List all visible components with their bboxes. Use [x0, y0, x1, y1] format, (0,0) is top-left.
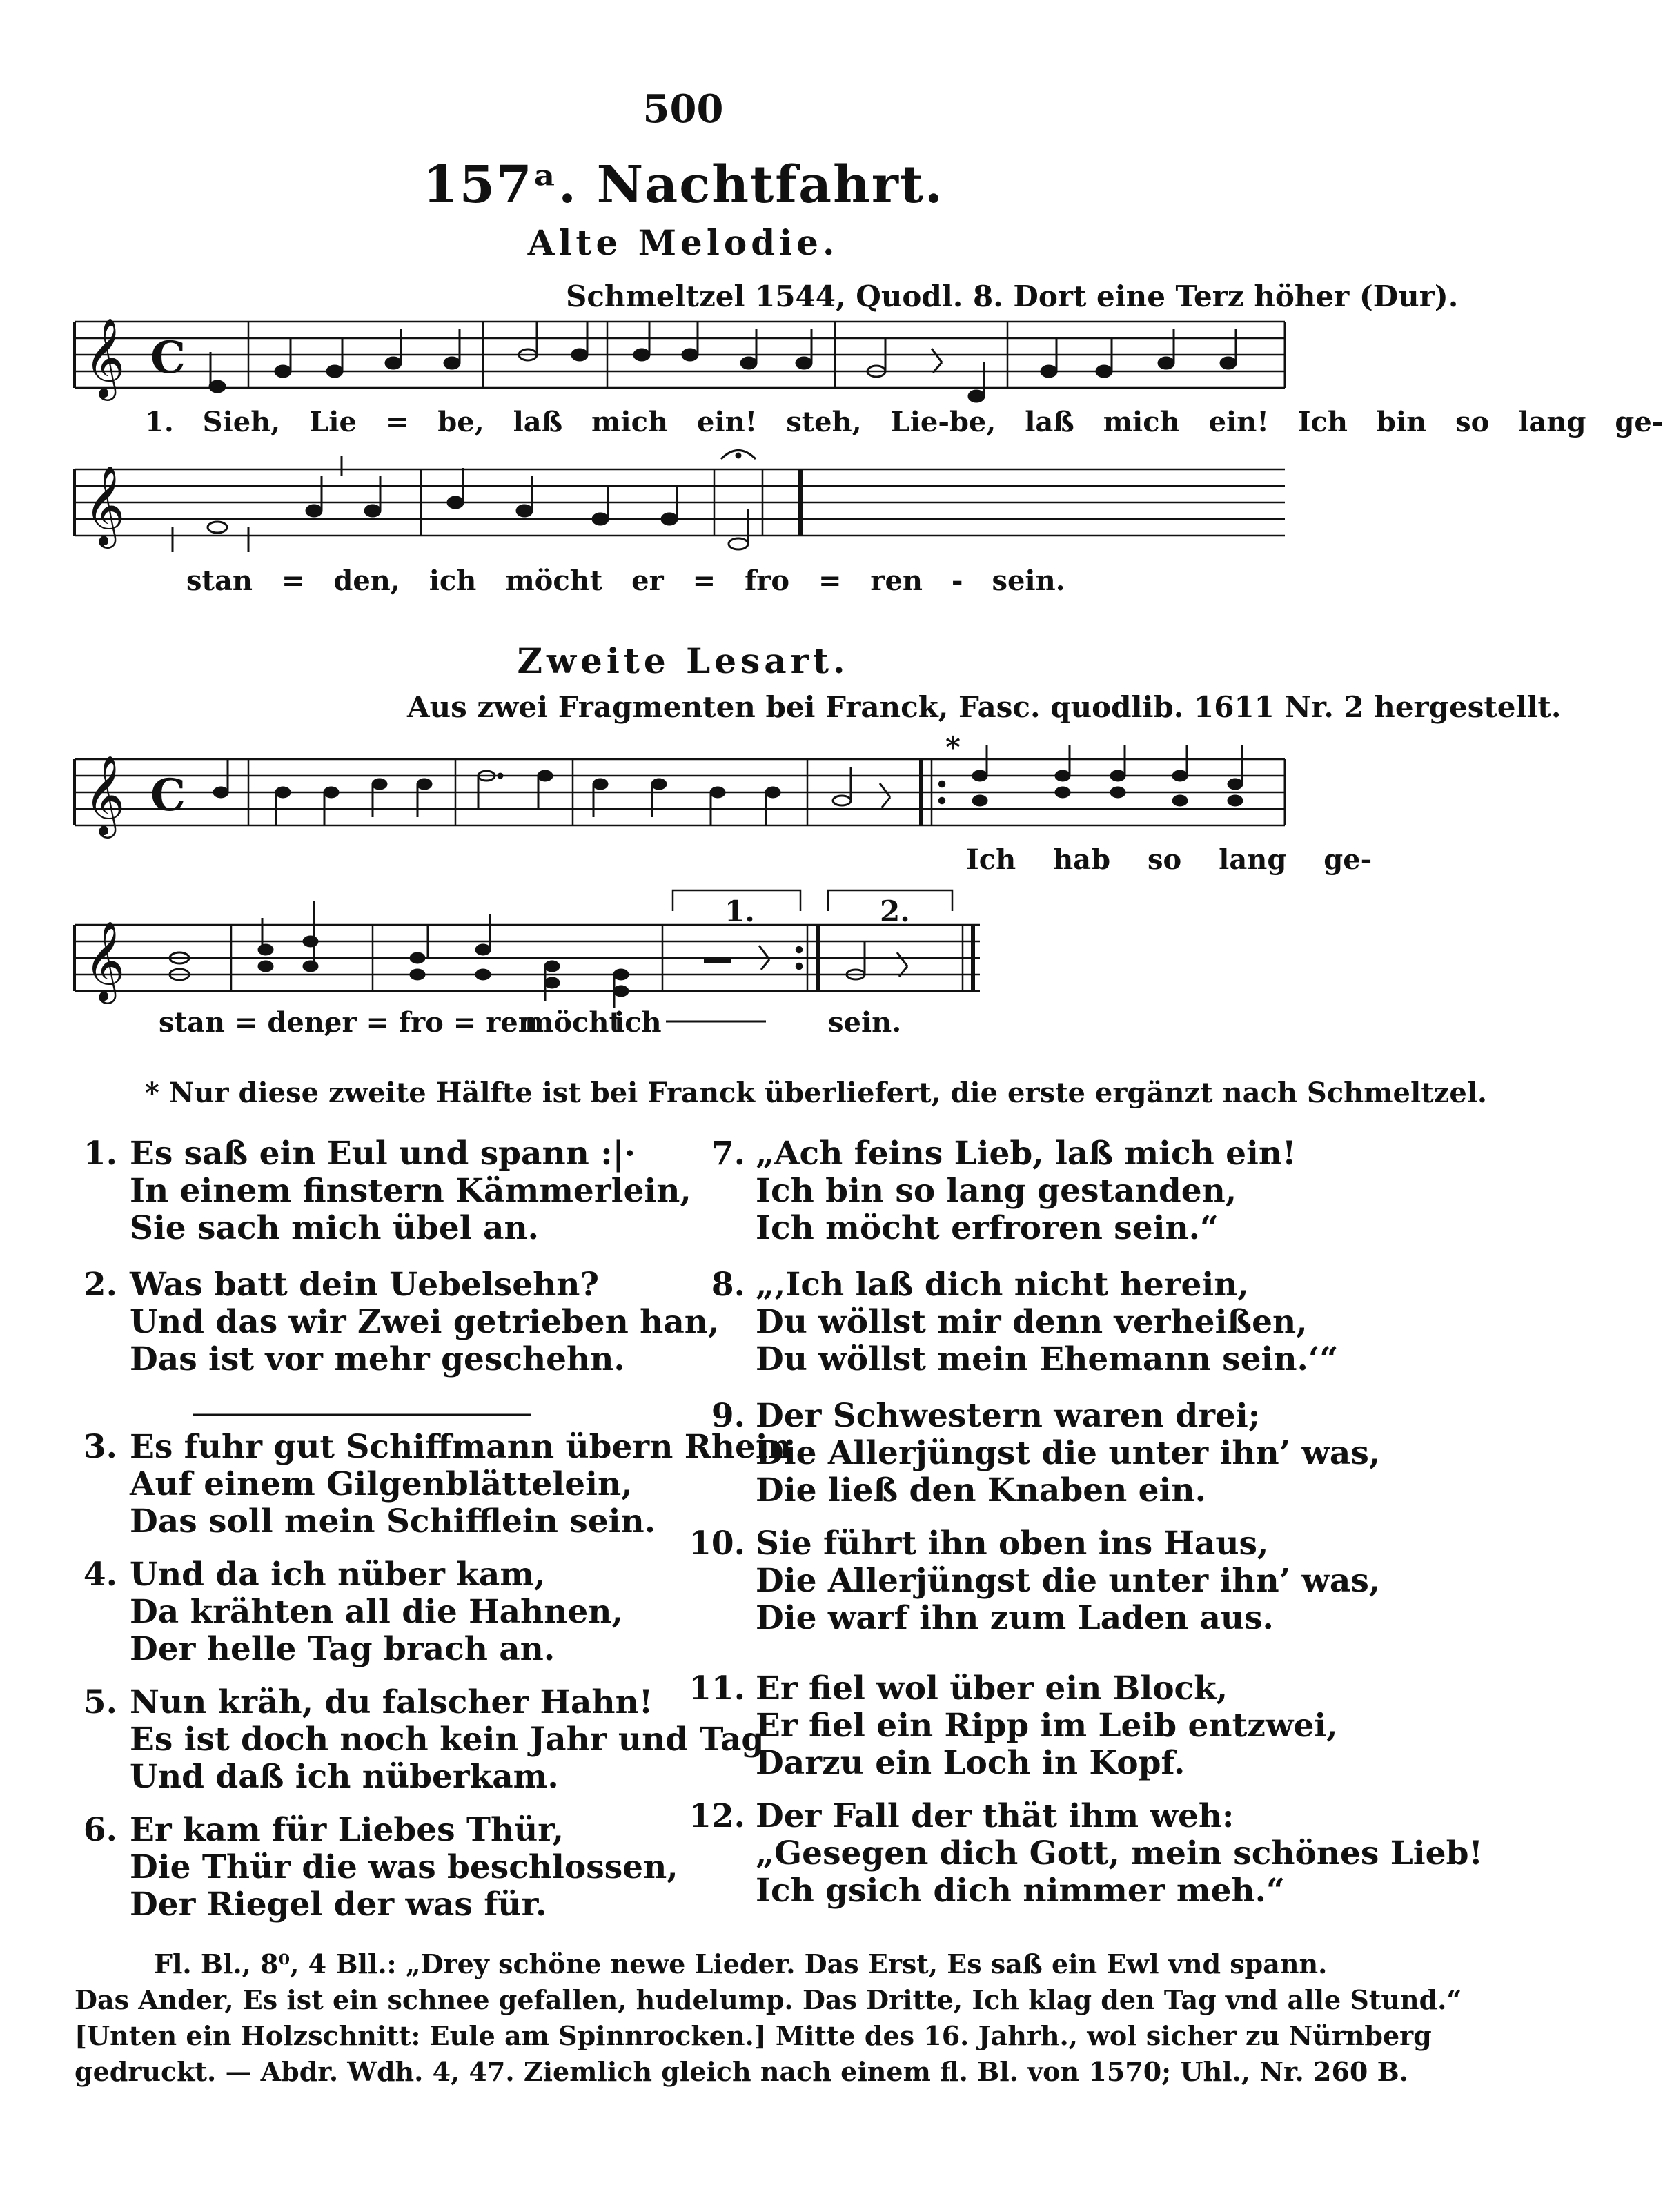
svg-text:𝄞: 𝄞: [84, 920, 126, 1001]
verse-line: Die ließ den Knaben ein.: [756, 1471, 1206, 1509]
lyric-syllable: sein.: [828, 1006, 902, 1039]
lyric-syllable: er = fro = ren: [324, 1006, 538, 1039]
verse-line: Ich möcht erfroren sein.“: [756, 1209, 1219, 1247]
svg-text:C: C: [150, 332, 186, 384]
source-note-2: Aus zwei Fragmenten bei Franck, Fasc. quodlib. 1611 Nr. 2 hergestellt.: [407, 690, 1562, 724]
verse-number: 11.: [689, 1670, 745, 1707]
lyric-syllable: ein!: [1208, 406, 1269, 438]
lyric-syllable: ich: [429, 565, 477, 597]
verse-line: Ich bin so lang gestanden,: [756, 1172, 1237, 1210]
lyric-syllable: ge-: [1615, 406, 1663, 438]
lyric-syllable: so: [1455, 406, 1490, 438]
lyric-syllable: Lie = be,: [309, 406, 484, 438]
verse-line: „Ach feins Lieb, laß mich ein!: [756, 1135, 1297, 1173]
verse-number: 4.: [83, 1556, 117, 1594]
lyric-syllable: stan = den,: [186, 565, 400, 597]
verse-line: Nun kräh, du falscher Hahn!: [130, 1683, 653, 1721]
verse-line: Sie sach mich übel an.: [130, 1209, 540, 1247]
source-note-1: Schmeltzel 1544, Quodl. 8. Dort eine Terz höher (Dur).: [566, 280, 1459, 313]
lyric-syllable: bin: [1376, 406, 1427, 438]
verse-line: Es ist doch noch kein Jahr und Tag: [130, 1721, 765, 1759]
verse-line: Und daß ich nüberkam.: [130, 1758, 559, 1796]
footnote-marker: *: [945, 730, 961, 764]
verse-line: Die warf ihn zum Laden aus.: [756, 1599, 1274, 1637]
verse-line: Und das wir Zwei getrieben han,: [130, 1303, 720, 1341]
lyric-syllable: möcht: [505, 565, 603, 597]
section-heading-zweite-lesart: Zweite Lesart.: [517, 640, 849, 681]
verse-number: 1.: [83, 1135, 117, 1173]
verse-line: Ich gsich dich nimmer meh.“: [756, 1872, 1286, 1910]
verse-line: Der Fall der thät ihm weh:: [756, 1797, 1234, 1835]
svg-text:𝄞: 𝄞: [84, 464, 126, 545]
verse-line: Du wöllst mir denn verheißen,: [756, 1303, 1308, 1341]
song-title: 157ᵃ. Nachtfahrt.: [422, 155, 944, 215]
verse-line: Du wöllst mein Ehemann sein.‘“: [756, 1340, 1339, 1378]
verse-line: Da krähten all die Hahnen,: [130, 1593, 623, 1631]
lyric-syllable: ge-: [1323, 843, 1372, 876]
section-heading-alte-melodie: Alte Melodie.: [527, 222, 839, 263]
verse-line: Die Allerjüngst die unter ihn’ was,: [756, 1562, 1381, 1600]
lyric-syllable: so: [1148, 843, 1182, 876]
verse-line: Auf einem Gilgenblättelein,: [130, 1465, 633, 1503]
page-number: 500: [642, 86, 724, 132]
verse-line: Die Thür die was beschlossen,: [130, 1848, 678, 1886]
bibliographic-line: Fl. Bl., 8⁰, 4 Bll.: „Drey schöne newe Lieder. Das Erst, Es saß ein Ewl vnd spann.: [154, 1948, 1328, 1979]
bibliographic-line: gedruckt. — Abdr. Wdh. 4, 47. Ziemlich gleich nach einem fl. Bl. von 1570; Uhl., Nr. 260 B.: [75, 2056, 1408, 2087]
verse-line: „Gesegen dich Gott, mein schönes Lieb!: [756, 1834, 1484, 1872]
lyric-syllable: hab: [1053, 843, 1111, 876]
verse-line: In einem finstern Kämmerlein,: [130, 1172, 691, 1210]
verse-line: Er kam für Liebes Thür,: [130, 1811, 564, 1849]
verse-line: Er fiel ein Ripp im Leib entzwei,: [756, 1707, 1338, 1745]
bibliographic-line: [Unten ein Holzschnitt: Eule am Spinnrocken.] Mitte des 16. Jahrh., wol sicher zu Nürnberg: [75, 2020, 1432, 2051]
verse-line: „‚Ich laß dich nicht herein,: [756, 1266, 1249, 1304]
verse-line: Das soll mein Schifflein sein.: [130, 1503, 656, 1540]
lyric-syllable: Ich: [966, 843, 1016, 876]
verse-line: Es fuhr gut Schiffmann übern Rhein: [130, 1428, 791, 1466]
lyric-syllable: ich: [614, 1006, 662, 1039]
verse-line: Er fiel wol über ein Block,: [756, 1670, 1228, 1707]
lyric-syllable: lang: [1219, 843, 1287, 876]
bibliographic-note: [75, 1946, 1462, 2090]
verse-line: Die Allerjüngst die unter ihn’ was,: [756, 1434, 1381, 1472]
verse-number: 9.: [711, 1397, 745, 1435]
lyric-syllable: stan = den,: [159, 1006, 334, 1039]
lyric-syllable: Ich: [1297, 406, 1348, 438]
verse-line: Und da ich nüber kam,: [130, 1556, 546, 1594]
svg-text:𝄞: 𝄞: [84, 754, 126, 835]
lyric-syllable: mich: [1103, 406, 1180, 438]
verse-line: Darzu ein Loch in Kopf.: [756, 1744, 1185, 1782]
bibliographic-line: Das Ander, Es ist ein schnee gefallen, hudelump. Das Dritte, Ich klag den Tag vnd alle Stund.“: [75, 1984, 1462, 2015]
lyric-syllable: 1. Sieh,: [145, 406, 281, 438]
svg-text:𝄞: 𝄞: [84, 317, 126, 398]
verse-line: Der Riegel der was für.: [130, 1886, 547, 1924]
lyric-syllable: laß: [513, 406, 563, 438]
verse-number: 5.: [83, 1683, 117, 1721]
lyric-syllable: lang: [1518, 406, 1586, 438]
lyric-syllable: möcht: [524, 1006, 622, 1039]
svg-text:C: C: [150, 770, 186, 821]
verse-number: 3.: [83, 1428, 117, 1466]
verse-line: Das ist vor mehr geschehn.: [130, 1340, 625, 1378]
verse-line: Der Schwestern waren drei;: [756, 1397, 1261, 1435]
verse-line: Der helle Tag brach an.: [130, 1630, 555, 1668]
lyric-syllable: Lie-be,: [890, 406, 996, 438]
verse-number: 10.: [689, 1525, 745, 1563]
verse-line: Sie führt ihn oben ins Haus,: [756, 1525, 1269, 1563]
footnote: * Nur diese zweite Hälfte ist bei Franck überliefert, die erste ergänzt nach Schmeltzel.: [145, 1077, 1487, 1109]
volta-2-label: 2.: [880, 894, 910, 928]
verse-number: 12.: [689, 1797, 745, 1835]
lyric-syllable: er = fro = ren - sein.: [631, 565, 1065, 597]
verse-number: 6.: [83, 1811, 117, 1849]
verse-number: 2.: [83, 1266, 117, 1304]
lyric-syllable: laß: [1025, 406, 1074, 438]
verse-line: Was batt dein Uebelsehn?: [130, 1266, 599, 1304]
volta-1-label: 1.: [725, 894, 755, 928]
lyric-syllable: mich: [591, 406, 669, 438]
lyric-syllable: steh,: [786, 406, 862, 438]
lyric-syllable: ein!: [696, 406, 758, 438]
verse-line: Es saß ein Eul und spann :|·: [130, 1135, 636, 1173]
verse-number: 7.: [711, 1135, 745, 1173]
verse-number: 8.: [711, 1266, 745, 1304]
